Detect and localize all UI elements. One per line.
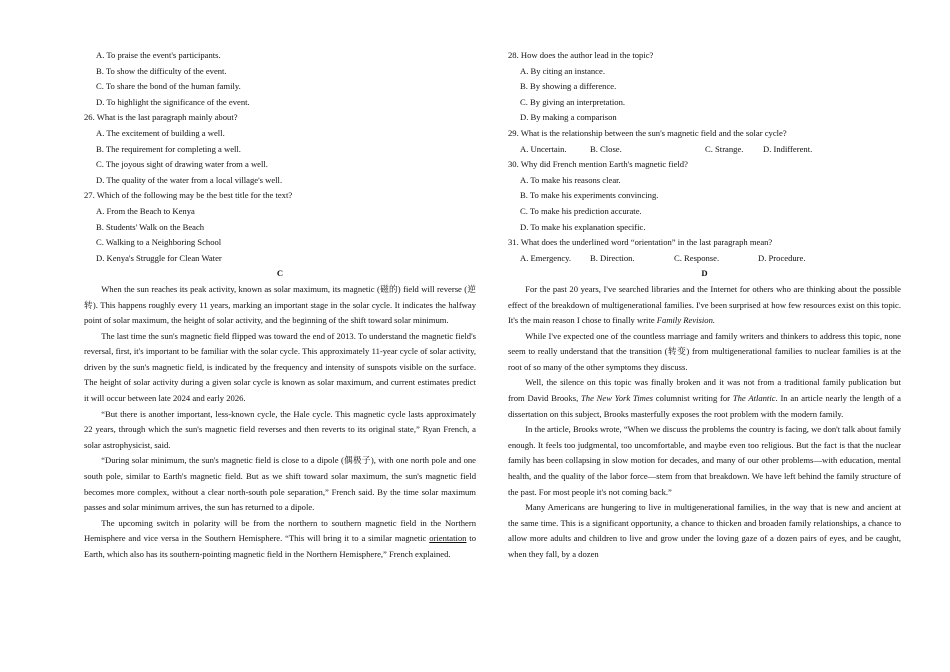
question-29: 29. What is the relationship between the sun's magnetic field and the solar cycle? xyxy=(508,127,787,138)
q31-option-c: C. Response. xyxy=(674,252,720,263)
publication-nyt: The New York Times xyxy=(581,393,653,404)
passage-c-paragraph-1: When the sun reaches its peak activity, known as solar maximum, its magnetic (磁的) field will reverse (逆转). This happens roughly every 11 years, marking an important stage in the solar cycle. It indicates the halfway point of solar maximum, the height of solar activity, and the beginning of the shift toward solar minimum. xyxy=(84,283,476,326)
passage-c-paragraph-5 xyxy=(84,516,476,563)
q28-option-d: D. By making a comparison xyxy=(520,112,617,123)
passage-d-paragraph-2: While I've expected one of the countless marriage and family writers and thinkers to address this topic, none seem to really understand that the transition (转变) from multigenerational families to nuclear families is at the root of so many of the other symptoms they discuss. xyxy=(508,330,901,372)
question-30: 30. Why did French mention Earth's magnetic field? xyxy=(508,159,688,170)
right-column xyxy=(508,48,901,563)
question-31: 31. What does the underlined word “orientation” in the last paragraph mean? xyxy=(508,237,773,248)
section-d-heading: D xyxy=(701,268,708,279)
passage-c-paragraph-4: “During solar minimum, the sun's magnetic field is close to a dipole (偶极子), with one north pole and one south pole, similar to Earth's magnetic field. But as we shift toward solar maximum, the sun's magnetic field becomes more complex, without a clear north-south pole separation,” French said. By the time solar maximum passes and solar minimum arrives, the sun has returned to a dipole. xyxy=(84,455,476,513)
q26-option-b: B. The requirement for completing a well. xyxy=(96,143,241,154)
question-26: 26. What is the last paragraph mainly about? xyxy=(84,112,238,123)
q27-option-a: A. From the Beach to Kenya xyxy=(96,205,195,216)
q25-option-b: B. To show the difficulty of the event. xyxy=(96,65,227,76)
passage-d-paragraph-5: Many Americans are hungering to live in multigenerational families, in the way that is new and ancient at the same time. This is a significant opportunity, a chance to thicken and broaden family relationships, a chance to allow more adults and children to live and grow under the loving gaze of a dozen pairs of eyes, and be caught, when they fall, by a dozen xyxy=(508,502,901,559)
paragraph-5-text-start: The upcoming switch in polarity will be from the northern to southern magnetic field in the Northern Hemisphere and vice versa in the Southern Hemisphere. “This will bring it to a similar magnetic xyxy=(84,517,476,544)
q26-option-c: C. The joyous sight of drawing water from a well. xyxy=(96,159,268,170)
q31-options xyxy=(508,251,901,267)
q31-option-d: D. Procedure. xyxy=(758,252,806,263)
q30-option-c: C. To make his prediction accurate. xyxy=(520,205,642,216)
q29-option-d: D. Indifferent. xyxy=(763,143,813,154)
q27-option-b: B. Students' Walk on the Beach xyxy=(96,221,205,232)
q25-option-d: D. To highlight the significance of the event. xyxy=(96,96,250,107)
q29-option-b: B. Close. xyxy=(590,143,622,154)
q26-option-a: A. The excitement of building a well. xyxy=(96,127,225,138)
q29-option-a: A. Uncertain. xyxy=(520,143,567,154)
q29-options xyxy=(508,142,901,158)
paragraph-5-text-end: to Earth, which also has its southern-pointing magnetic field in the Northern Hemisphere,” French explained. xyxy=(84,533,476,559)
q26-option-d: D. The quality of the water from a local village's well. xyxy=(96,174,283,185)
passage-d-paragraph-4: In the article, Brooks wrote, “When we discuss the problems the country is facing, we don't talk about family enough. It feels too judgmental, too uncomfortable, and maybe even too religious. But the fact is that the nuclear family has been collapsing in slow motion for decades, and many of our other problems—with education, mental health, and the quality of the labor force—stem from that breakdown. We have left behind the family structure of the past. For most people it's not coming back.” xyxy=(508,424,901,497)
passage-c-paragraph-3: “But there is another important, less-known cycle, the Hale cycle. This magnetic cycle lasts approximately 22 years, through which the sun's magnetic field reverses and then reverts to its original state,” Ryan French, a solar astrophysicist, said. xyxy=(84,408,476,450)
passage-c-paragraph-2: The last time the sun's magnetic field flipped was toward the end of 2013. To understand the magnetic field's reversal, first, it's important to be familiar with the solar cycle. This approximately 11-year cycle of solar activity, driven by the sun's magnetic field, is indicated by the frequency and intensity of sunspots visible on the surface. The height of solar activity during a given solar cycle is known as solar maximum, and current estimates predict it will occur between late 2024 and early 2026. xyxy=(84,330,476,404)
d-p3-text-c: columnist writing for xyxy=(652,393,733,404)
q30-option-d: D. To make his explanation specific. xyxy=(520,221,646,232)
q30-option-a: A. To make his reasons clear. xyxy=(520,174,621,185)
question-27: 27. Which of the following may be the best title for the text? xyxy=(84,190,293,201)
section-c-heading: C xyxy=(276,268,284,279)
q31-option-b: B. Direction. xyxy=(590,252,635,263)
q28-option-c: C. By giving an interpretation. xyxy=(520,96,626,107)
q25-option-a: A. To praise the event's participants. xyxy=(96,50,221,60)
passage-d-paragraph-3 xyxy=(508,375,901,422)
book-title-family-revision: Family Revision. xyxy=(656,315,716,326)
left-column xyxy=(84,48,476,563)
q27-option-c: C. Walking to a Neighboring School xyxy=(96,237,222,248)
q28-option-a: A. By citing an instance. xyxy=(520,65,605,76)
q27-option-d: D. Kenya's Struggle for Clean Water xyxy=(96,252,222,263)
q25-option-c: C. To share the bond of the human family. xyxy=(96,81,241,92)
passage-d-paragraph-1 xyxy=(508,282,901,329)
d-p1-text: For the past 20 years, I've searched libraries and the Internet for others who are thinking about the possible effect of the breakdown of multigenerational families. I've been surprised at how few resources exist on this topic. It's the main reason I chose to finally write xyxy=(508,283,901,326)
q31-option-a: A. Emergency. xyxy=(520,252,572,263)
underlined-word-orientation: orientation xyxy=(429,533,467,544)
question-28: 28. How does the author lead in the topic? xyxy=(508,50,654,60)
q29-option-c: C. Strange. xyxy=(705,143,744,154)
d-p3-text-e: . In an article nearly the length of a dissertation on this subject, Brooks masterfully exposes the root problem with the modern family. xyxy=(508,393,901,419)
q28-option-b: B. By showing a difference. xyxy=(520,81,617,92)
d-p3-text-a: Well, the silence on this topic was finally broken and it was not from a traditional family publication but from David Brooks, xyxy=(508,377,901,404)
publication-atlantic: The Atlantic xyxy=(732,393,776,404)
q30-option-b: B. To make his experiments convincing. xyxy=(520,190,659,201)
